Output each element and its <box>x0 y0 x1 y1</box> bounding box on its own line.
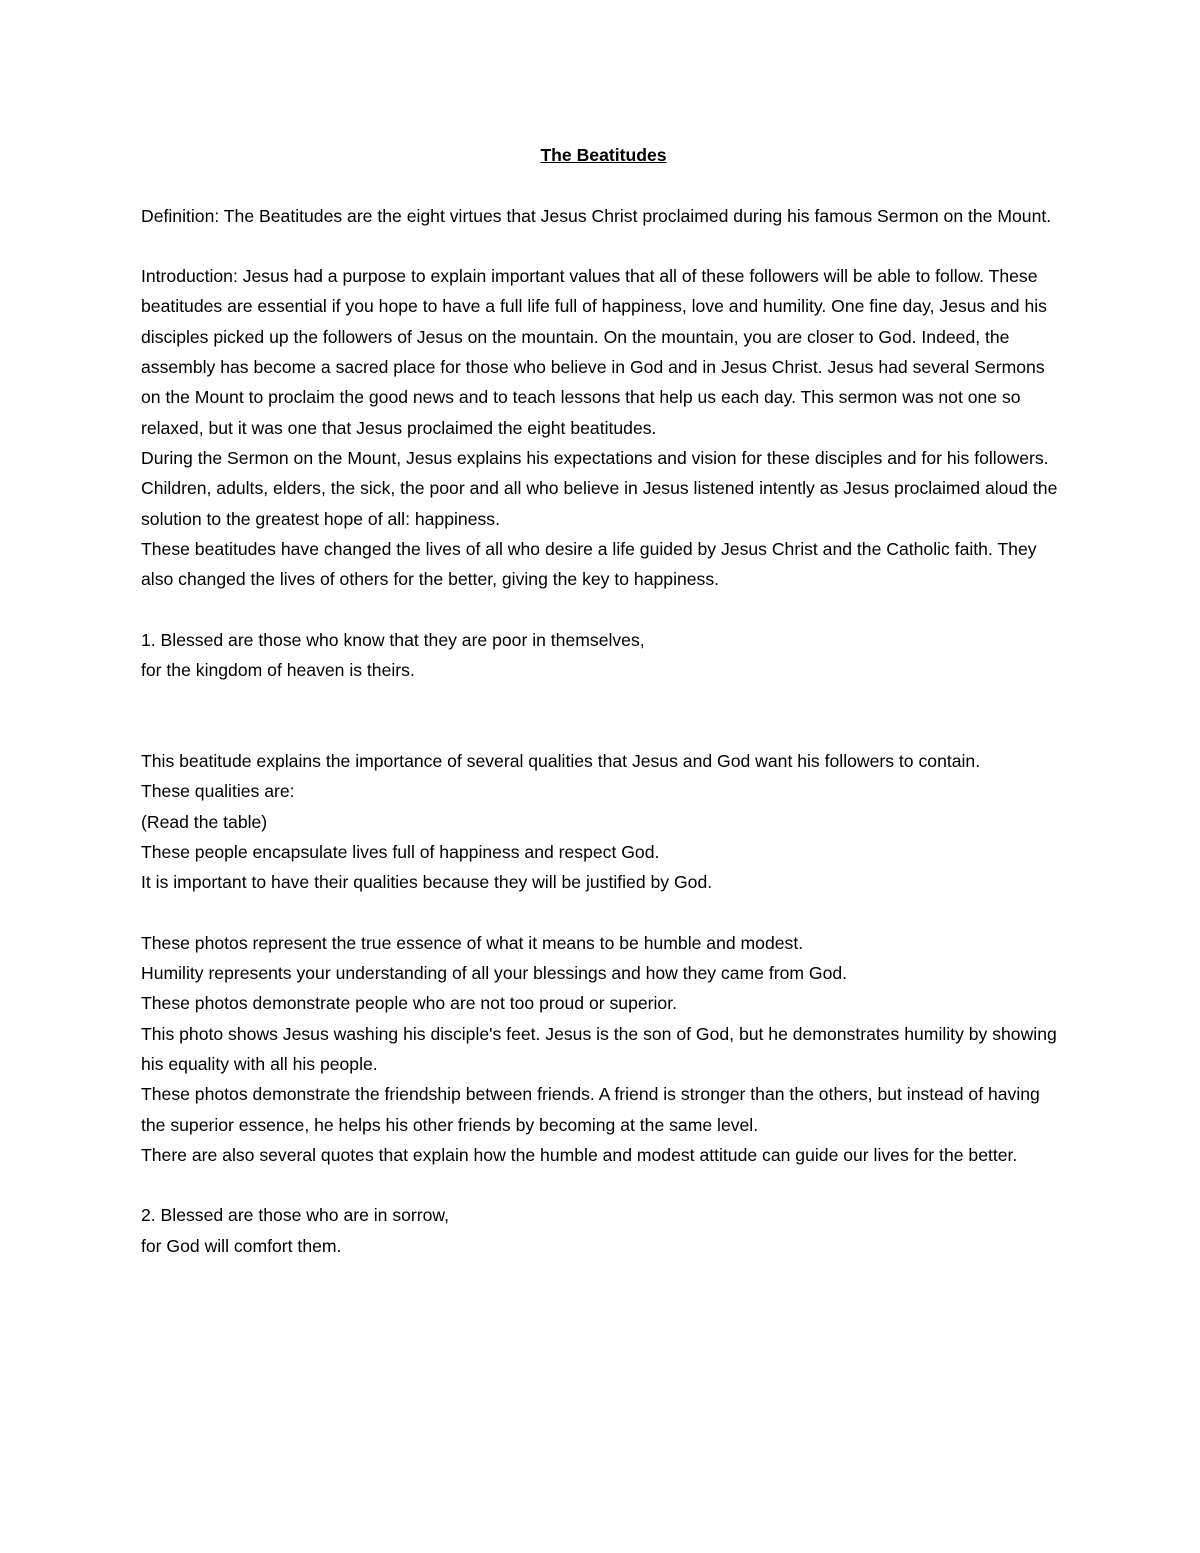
friendship-paragraph: These photos demonstrate the friendship between friends. A friend is stronger than the others, but instead of having the superior essence, he helps his other friends by becoming at the same level. <box>141 1084 1040 1135</box>
read-table-line: (Read the table) <box>141 811 268 832</box>
paragraph-spacer <box>141 231 1066 261</box>
document-body <box>141 140 1066 1261</box>
paragraph-spacer <box>141 685 1066 746</box>
humility-line: Humility represents your understanding of all your blessings and how they came from God. <box>141 963 848 984</box>
paragraph-spacer <box>141 594 1066 624</box>
encapsulate-line: These people encapsulate lives full of happiness and respect God. <box>141 841 660 862</box>
introduction-paragraph: Introduction: Jesus had a purpose to explain important values that all of these followers will be able to follow. These beatitudes are essential if you hope to have a full life full of happiness, love and humility. One fine day, Jesus and his disciples picked up the followers of Jesus on the mountain. On the mountain, you are closer to God. Indeed, the assembly has become a sacred place for those who believe in God and in Jesus Christ. Jesus had several Sermons on the Mount to proclaim the good news and to teach lessons that help us each day. This sermon was not one so relaxed, but it was one that Jesus proclaimed the eight beatitudes. <box>141 266 1047 438</box>
beatitude-1-line-2: for the kingdom of heaven is theirs. <box>141 660 415 681</box>
document-title: The Beatitudes <box>540 145 667 165</box>
important-line: It is important to have their qualities because they will be justified by God. <box>141 872 713 893</box>
beatitude-1-line-1: 1. Blessed are those who know that they are poor in themselves, <box>141 629 645 650</box>
paragraph-spacer <box>141 1170 1066 1200</box>
photos-essence-line: These photos represent the true essence of what it means to be humble and modest. <box>141 932 804 953</box>
beatitude-2-line-2: for God will comfort them. <box>141 1235 342 1256</box>
beatitude-2-line-1: 2. Blessed are those who are in sorrow, <box>141 1205 450 1226</box>
children-paragraph: Children, adults, elders, the sick, the poor and all who believe in Jesus listened intently as Jesus proclaimed aloud the solution to the greatest hope of all: happiness. <box>141 478 1058 529</box>
explain-paragraph: This beatitude explains the importance of several qualities that Jesus and God want his followers to contain. <box>141 750 981 771</box>
changed-paragraph: These beatitudes have changed the lives of all who desire a life guided by Jesus Christ and the Catholic faith. They also changed the lives of others for the better, giving the key to happiness. <box>141 538 1037 590</box>
definition-paragraph: Definition: The Beatitudes are the eight virtues that Jesus Christ proclaimed during his famous Sermon on the Mount. <box>141 205 1052 226</box>
qualities-line: These qualities are: <box>141 781 295 802</box>
quotes-paragraph: There are also several quotes that explain how the humble and modest attitude can guide our lives for the better. <box>141 1144 1018 1165</box>
washing-paragraph: This photo shows Jesus washing his disciple's feet. Jesus is the son of God, but he demonstrates humility by showing his equality with all his people. <box>141 1023 1057 1074</box>
sermon-paragraph: During the Sermon on the Mount, Jesus explains his expectations and vision for these disciples and for his followers. <box>141 447 1049 468</box>
photos-proud-line: These photos demonstrate people who are not too proud or superior. <box>141 993 677 1014</box>
paragraph-spacer <box>141 897 1066 927</box>
